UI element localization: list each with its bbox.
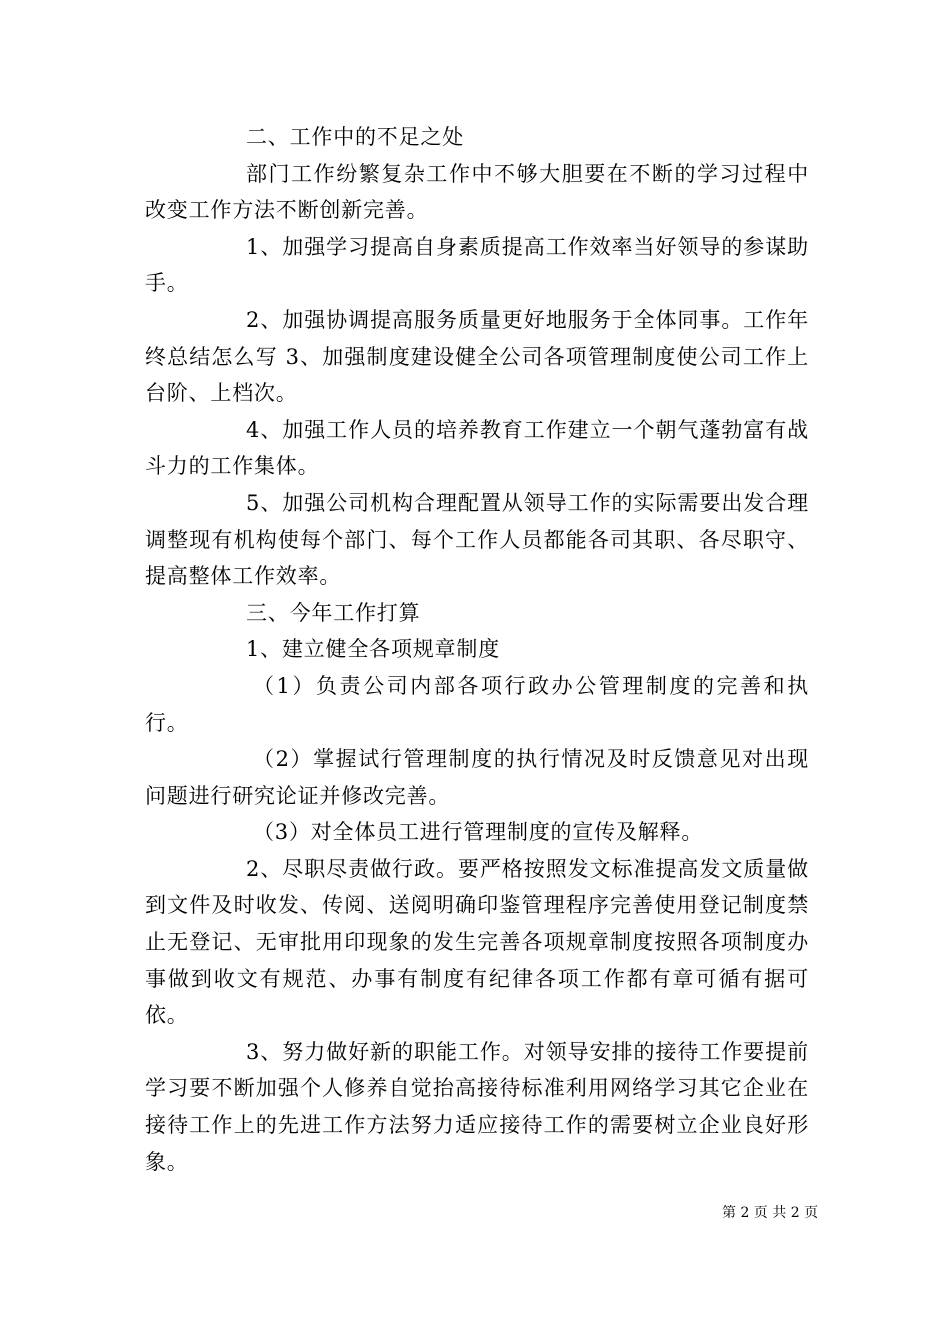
paragraph-item-2-3: 2、加强协调提高服务质量更好地服务于全体同事。工作年终总结怎么写 3、加强制度建设健全公司各项管理制度使公司工作上台阶、上档次。	[145, 307, 809, 406]
paragraph-rules-3: （3）对全体员工进行管理制度的宣传及解释。	[253, 820, 704, 845]
paragraph-rules-2: （2）掌握试行管理制度的执行情况及时反馈意见对出现问题进行研究论证并修改完善。	[145, 747, 809, 808]
paragraph-reception-duties: 3、努力做好新的职能工作。对领导安排的接待工作要提前学习要不断加强个人修养自觉抬高接待标准利用网络学习其它企业在接待工作上的先进工作方法努力适应接待工作的需要树立企业良好形象。	[145, 1039, 809, 1174]
paragraph-rules-1: （1）负责公司内部各项行政办公管理制度的完善和执行。	[145, 673, 809, 735]
paragraph-item-1: 1、加强学习提高自身素质提高工作效率当好领导的参谋助手。	[145, 234, 809, 296]
paragraph-item-4: 4、加强工作人员的培养教育工作建立一个朝气蓬勃富有战斗力的工作集体。	[145, 417, 809, 479]
paragraph-admin-duties: 2、尽职尽责做行政。要严格按照发文标准提高发文质量做到文件及时收发、传阅、送阅明确印鉴管理程序完善使用登记制度禁止无登记、无审批用印现象的发生完善各项规章制度按照各项制度办事做到收文有规范、办事有制度有纪律各项工作都有章可循有据可依。	[145, 856, 809, 1028]
document-body	[145, 119, 809, 1180]
paragraph-shortcomings-summary: 部门工作纷繁复杂工作中不够大胆要在不断的学习过程中改变工作方法不断创新完善。	[145, 161, 809, 223]
paragraph-item-5: 5、加强公司机构合理配置从领导工作的实际需要出发合理调整现有机构使每个部门、每个工作人员都能各司其职、各尽职守、提高整体工作效率。	[145, 490, 809, 589]
subheading-rules: 1、建立健全各项规章制度	[246, 637, 500, 662]
section-heading-shortcomings: 二、工作中的不足之处	[246, 125, 464, 149]
page-number: 第 2 页 共 2 页	[722, 1205, 819, 1221]
section-heading-plans: 三、今年工作打算	[246, 600, 421, 625]
